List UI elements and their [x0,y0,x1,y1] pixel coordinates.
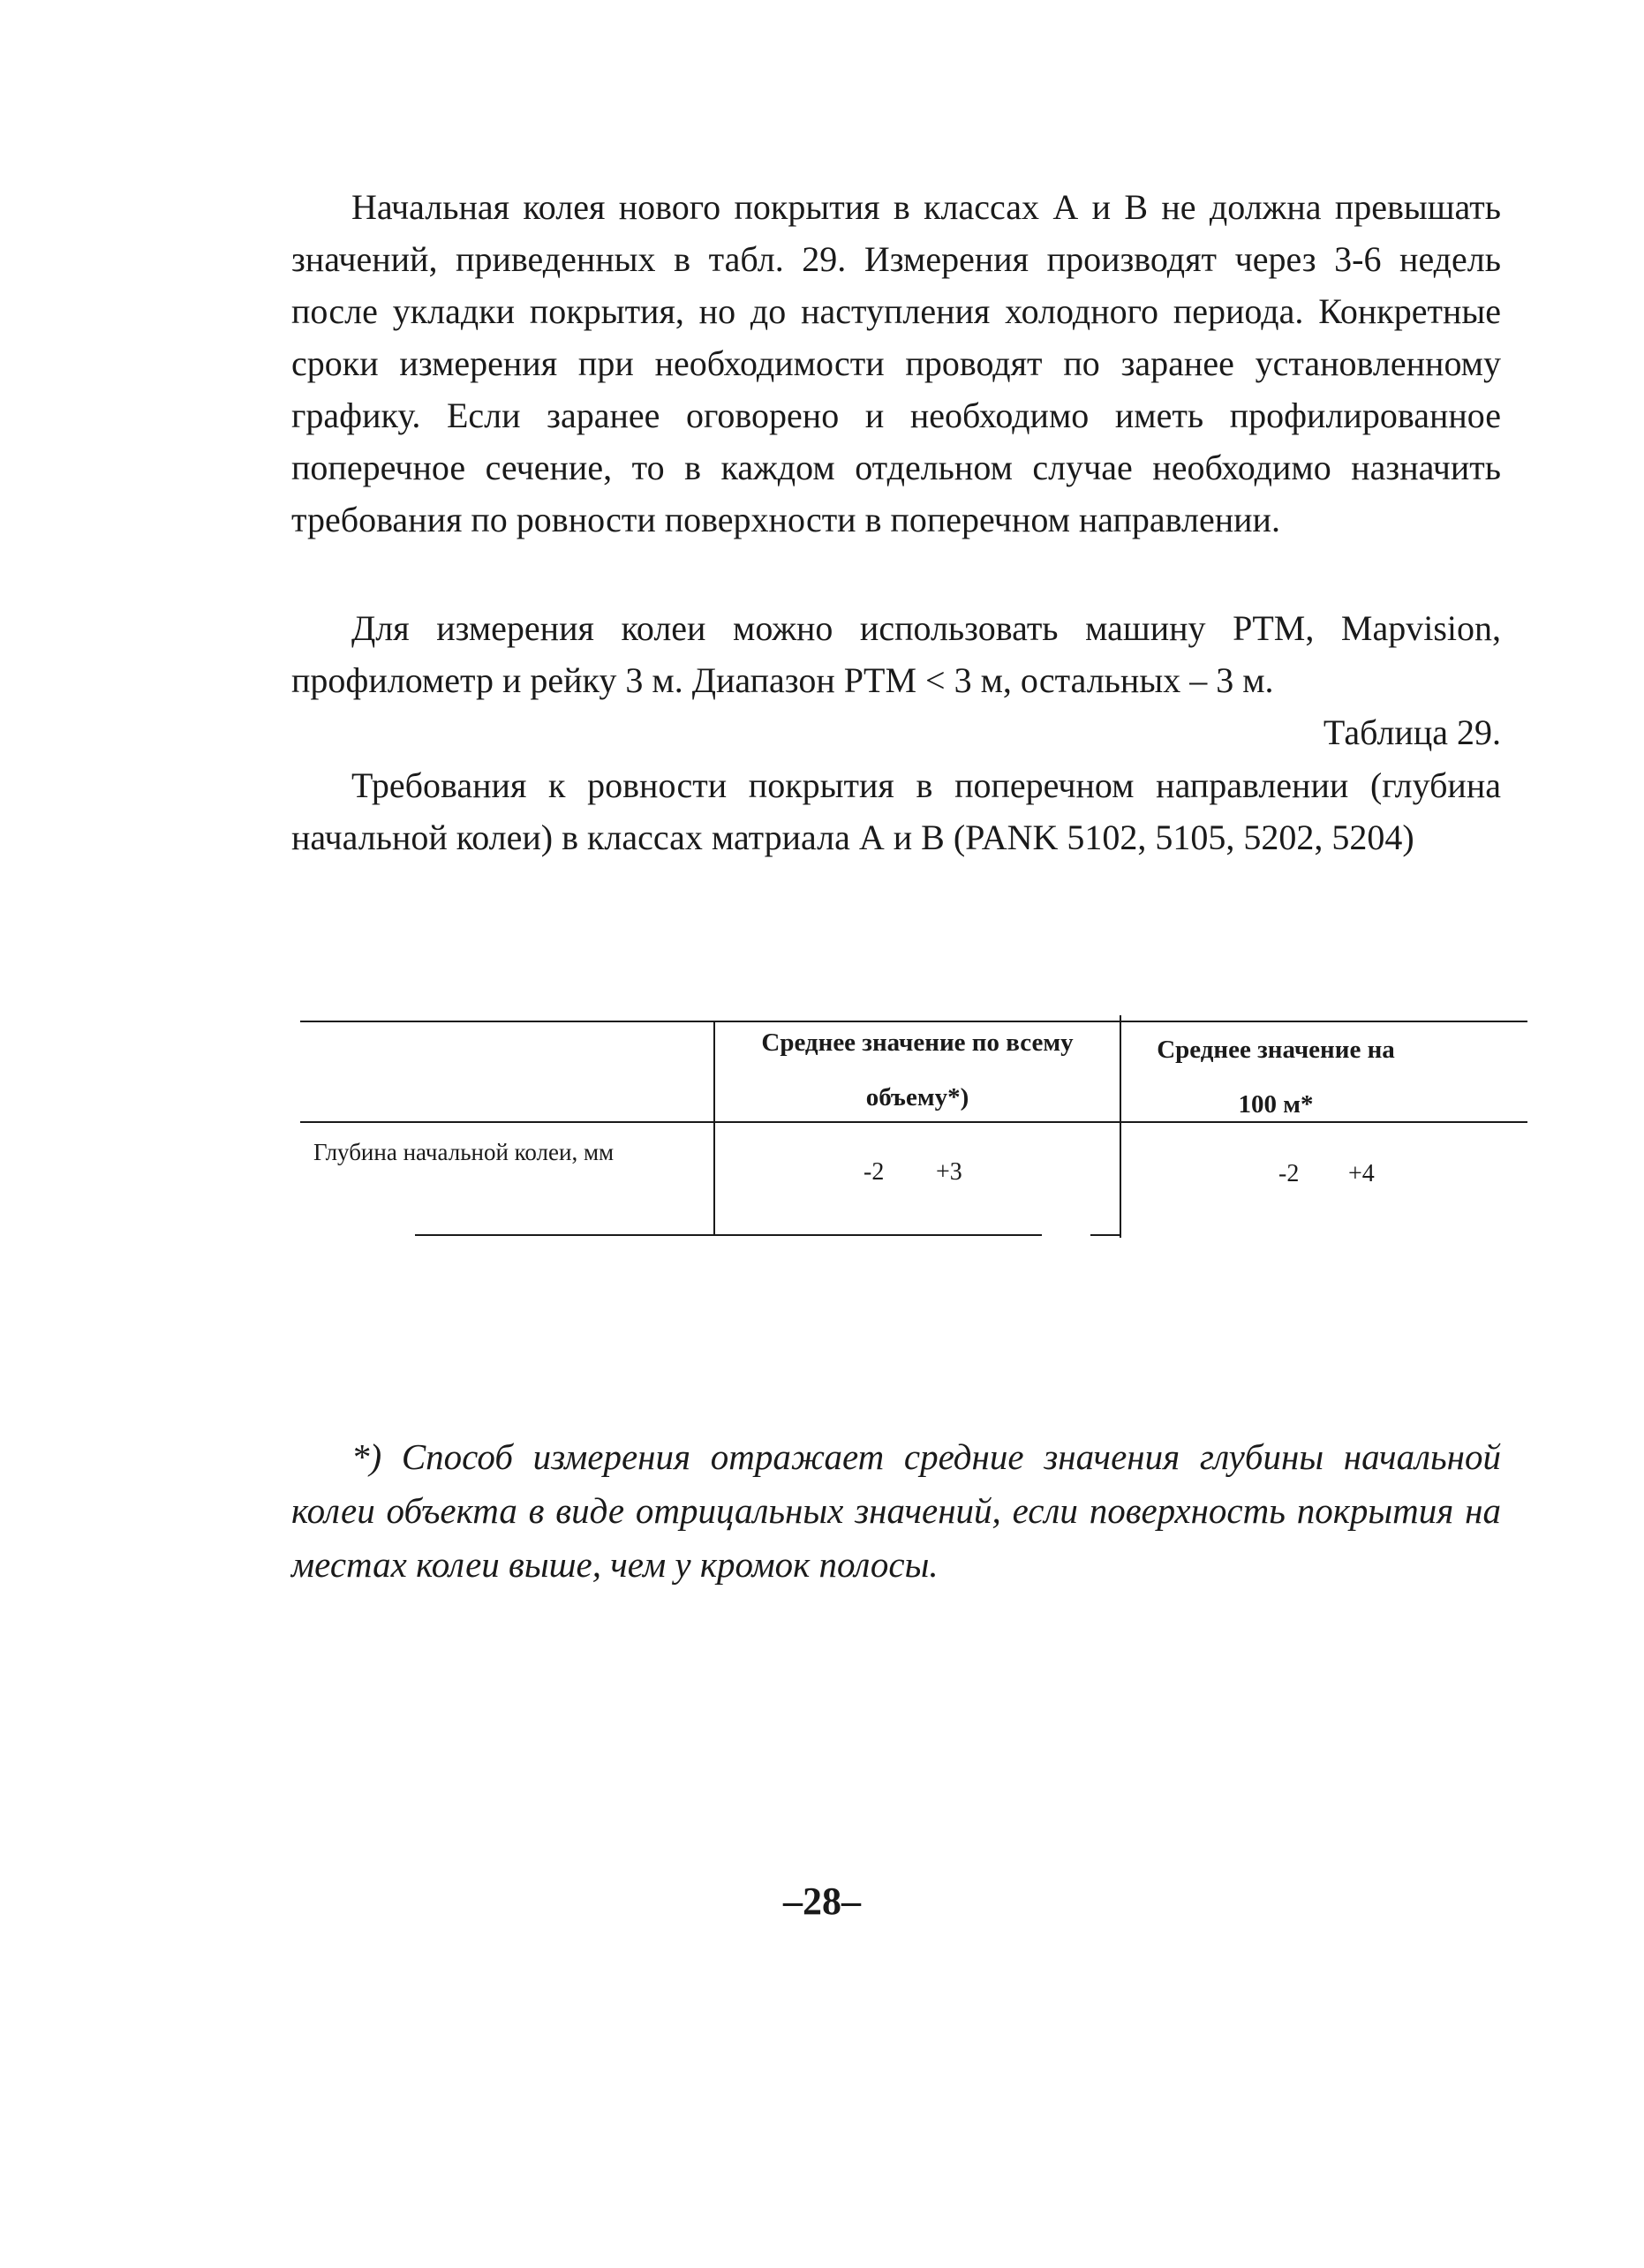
table-label: Таблица 29. [1323,712,1501,752]
body-paragraph-1: Начальная колея нового покрытия в классах А и В не должна превышать значений, приведенных в табл. 29. Измерения производят через 3-6 недель после укладки покрытия, но до наступления холодного периода. Конкретные сроки измерения при необходимости проводят по заранее установленному графику. Если заранее оговорено и необходимо иметь профилированное поперечное сечение, то в каждом отдельном случае необходимо назначить требования по ровности поверхности в поперечном направлении. [291,187,1501,539]
table-value-col2-max: +4 [1348,1160,1375,1187]
table-bottom-rule-right [1090,1234,1121,1236]
footnote: *) Способ измерения отражает средние значения глубины начальной колеи объекта в виде отрицальных значений, если поверхность покрытия на местах колеи выше, чем у кромок полосы. [291,1436,1501,1585]
page-number: –28– [783,1880,861,1923]
table-header-average-100m: Среднее значение на 100 м* [1157,1036,1395,1119]
table-header-average-volume: Среднее значение по всему объему*) [761,1029,1074,1111]
table-value-col1-min: -2 [863,1158,885,1186]
table-row-label: Глубина начальной колеи, мм [313,1139,615,1165]
table-title: Требования к ровности покрытия в поперечном направлении (глубина начальной колеи) в классах матриала А и В (PANK 5102, 5105, 5202, 5204) [291,765,1501,857]
table-value-col1-max: +3 [936,1158,962,1186]
table-column-rule-1 [713,1021,715,1236]
body-paragraph-2: Для измерения колеи можно использовать машину PTM, Mapvision, профилометр и рейку 3 м. Диапазон PTM < 3 м, остальных – 3 м. [291,608,1501,700]
table-column-rule-2 [1120,1015,1121,1238]
table-bottom-rule-left [415,1234,1042,1236]
table-value-col2-min: -2 [1278,1160,1300,1187]
